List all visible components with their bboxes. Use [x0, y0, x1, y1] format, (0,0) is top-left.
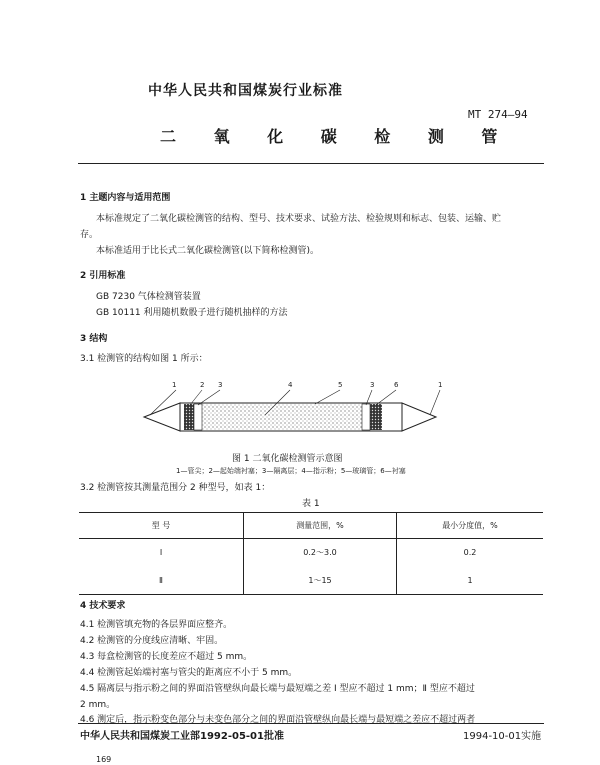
- table-header-range: 测量范围，%: [244, 513, 397, 539]
- clause-4-1: 4.1 检测管填充物的各层界面应整齐。: [80, 620, 233, 630]
- approval-line: 中华人民共和国煤炭工业部1992-05-01批准: [80, 731, 284, 742]
- figure-label-4: 4: [288, 381, 293, 389]
- figure-label-5: 5: [338, 381, 343, 389]
- standard-organization: 中华人民共和国煤炭行业标准: [148, 83, 343, 99]
- table-cell: 0.2: [463, 548, 477, 558]
- isolation-layer-right: [362, 404, 370, 430]
- title-rule: [78, 163, 544, 164]
- clause-3-1: 3.1 检测管的结构如图 1 所示：: [80, 354, 208, 364]
- figure-label-6: 6: [394, 381, 399, 389]
- clause-4-6: 4.6 测定后，指示粉变色部分与未变色部分之间的界面沿管壁纵向最长端与最短端之差应不超过两者: [80, 715, 476, 725]
- detector-tube-figure: [140, 370, 460, 450]
- isolation-layer-left: [194, 404, 202, 430]
- start-plug: [184, 404, 194, 430]
- clause-4-2: 4.2 检测管的分度线应清晰、牢固。: [80, 636, 224, 646]
- table-header-row: [79, 513, 543, 539]
- clause-4-5-cont: 2 mm。: [80, 700, 116, 710]
- table-cell: 0.2～3.0: [244, 539, 397, 567]
- indicator-powder: [202, 404, 362, 430]
- section-1-heading: 1 主题内容与适用范围: [80, 193, 171, 203]
- implementation-date: 1994-10-01实施: [463, 731, 542, 742]
- clause-4-3: 4.3 每盒检测管的长度差应不超过 5 mm。: [80, 652, 253, 662]
- figure-label-1b: 1: [438, 381, 443, 389]
- table-caption: 表 1: [302, 499, 320, 509]
- tube-body: [144, 403, 436, 431]
- table-cell: Ⅱ: [79, 567, 244, 595]
- section-1-paragraph-1-cont: 存。: [80, 230, 99, 240]
- clause-4-5: 4.5 隔离层与指示粉之间的界面沿管壁纵向最长端与最短端之差 Ⅰ 型应不超过 1 mm；Ⅱ 型应不超过: [80, 684, 475, 694]
- figure-label-3: 3: [218, 381, 223, 389]
- table-header-model: 型 号: [79, 513, 244, 539]
- table-cell: Ⅰ: [159, 548, 163, 558]
- end-plug: [370, 404, 382, 430]
- figure-label-1: 1: [172, 381, 177, 389]
- section-2-heading: 2 引用标准: [80, 271, 126, 281]
- page-title: 二 氧 化 碳 检 测 管: [160, 127, 514, 146]
- section-3-heading: 3 结构: [80, 334, 108, 344]
- figure-legend: 1—管尖；2—起始端衬塞；3—隔离层；4—指示粉；5—玻璃管；6—衬塞: [176, 467, 406, 475]
- table-cell: 1: [397, 567, 544, 595]
- clause-4-4: 4.4 检测管起始端衬塞与管尖的距离应不小于 5 mm。: [80, 668, 298, 678]
- standard-code: MT 274—94: [468, 108, 528, 121]
- reference-gb10111: GB 10111 利用随机数骰子进行随机抽样的方法: [96, 308, 288, 318]
- section-1-paragraph-2: 本标准适用于比长式二氧化碳检测管(以下简称检测管)。: [96, 246, 320, 256]
- page-number: 169: [96, 755, 112, 764]
- model-table: [79, 512, 543, 595]
- table-row: [79, 539, 543, 567]
- figure-label-2: 2: [200, 381, 205, 389]
- figure-caption: 图 1 二氧化碳检测管示意图: [232, 454, 343, 464]
- footer-rule: [78, 723, 544, 724]
- section-4-heading: 4 技术要求: [80, 601, 126, 611]
- clause-3-2: 3.2 检测管按其测量范围分 2 种型号，如表 1：: [80, 483, 271, 493]
- table-row: [79, 567, 543, 595]
- reference-gb7230: GB 7230 气体检测管装置: [96, 292, 201, 302]
- table-header-min-division: 最小分度值，%: [397, 513, 544, 539]
- table-cell: 1～15: [244, 567, 397, 595]
- figure-label-3b: 3: [370, 381, 375, 389]
- section-1-paragraph-1: 本标准规定了二氧化碳检测管的结构、型号、技术要求、试验方法、检验规则和标志、包装、运输、贮: [96, 214, 502, 224]
